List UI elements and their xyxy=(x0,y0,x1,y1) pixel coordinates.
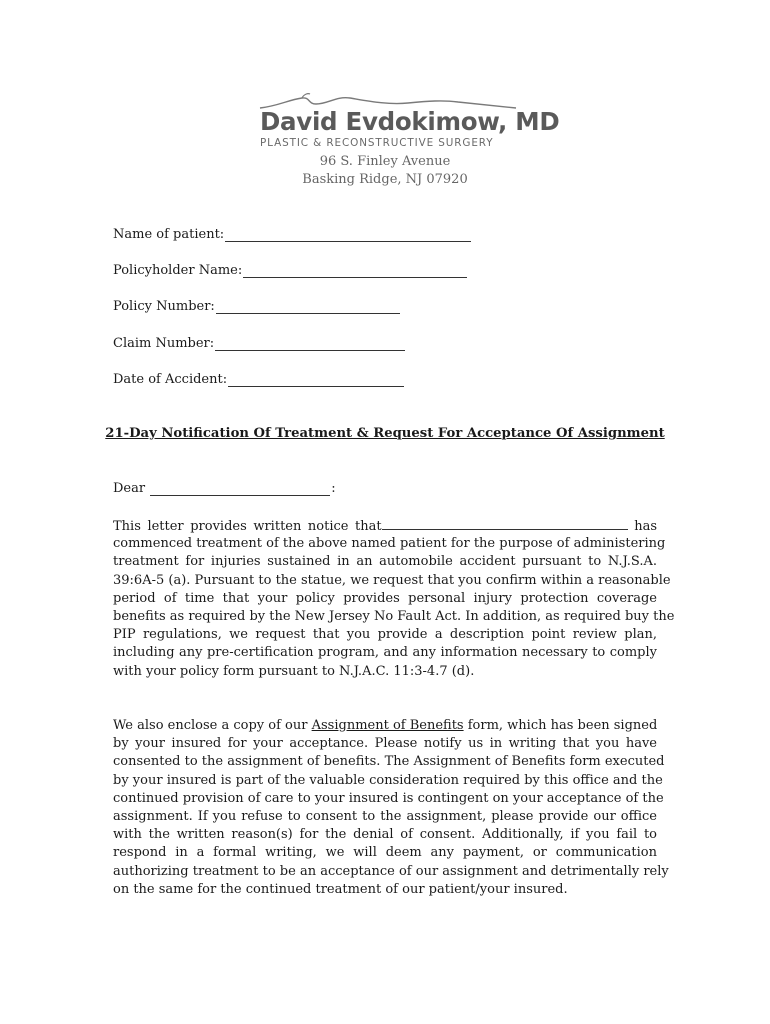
claim-number-line[interactable] xyxy=(215,338,405,351)
policy-number-line[interactable] xyxy=(216,301,400,314)
logo-name: David Evdokimow, MD xyxy=(260,107,560,136)
letter-title: 21-Day Notification Of Treatment & Request For Acceptance Of Assignment xyxy=(105,426,665,441)
accident-date-field[interactable] xyxy=(113,372,404,387)
paragraph-line: by your insured is part of the valuable consideration required by this office and the xyxy=(113,772,663,788)
assignment-text-start: We also enclose a copy of our xyxy=(113,718,308,733)
paragraph-line: including any pre-certification program, and any information necessary to comply xyxy=(113,645,657,661)
claim-number-field[interactable] xyxy=(113,336,405,351)
paragraph-line: authorizing treatment to be an acceptance of our assignment and detrimentally rely xyxy=(113,863,669,879)
practice-logo xyxy=(258,92,560,152)
notice-text-end: has xyxy=(634,519,657,534)
salutation xyxy=(113,481,336,496)
address-line-1: 96 S. Finley Avenue xyxy=(319,154,451,169)
patient-name-field[interactable] xyxy=(113,227,471,242)
notice-text-start: This letter provides written notice that xyxy=(113,519,382,534)
provider-name-line[interactable] xyxy=(382,517,628,530)
recipient-line[interactable] xyxy=(150,483,330,496)
address-line-2: Basking Ridge, NJ 07920 xyxy=(302,172,468,187)
paragraph-notice xyxy=(113,517,675,681)
paragraph-line: continued provision of care to your insured is contingent on your acceptance of the xyxy=(113,790,664,806)
accident-date-label: Date of Accident: xyxy=(113,372,228,387)
paragraph-line: benefits as required by the New Jersey No Fault Act. In addition, as required buy the xyxy=(113,608,675,624)
salutation-colon: : xyxy=(331,481,336,496)
paragraph-line: with your policy form pursuant to N.J.A.C. 11:3-4.7 (d). xyxy=(113,663,475,679)
accident-date-line[interactable] xyxy=(228,374,404,387)
patient-name-line[interactable] xyxy=(225,229,471,242)
paragraph-line xyxy=(113,717,657,735)
logo-specialty: PLASTIC & RECONSTRUCTIVE SURGERY xyxy=(260,137,494,149)
patient-name-label: Name of patient: xyxy=(113,227,225,242)
paragraph-line: PIP regulations, we request that you provide a description point review plan, xyxy=(113,627,657,643)
assignment-of-benefits-link[interactable]: Assignment of Benefits xyxy=(311,718,464,733)
paragraph-line: 39:6A-5 (a). Pursuant to the statue, we request that you confirm within a reasonable xyxy=(113,572,671,588)
paragraph-line: period of time that your policy provides personal injury protection coverage xyxy=(113,590,657,606)
paragraph-assignment xyxy=(113,717,669,899)
paragraph-line: with the written reason(s) for the denial of consent. Additionally, if you fail to xyxy=(113,827,657,843)
policy-number-label: Policy Number: xyxy=(113,299,215,314)
paragraph-line xyxy=(113,517,657,535)
salutation-dear: Dear xyxy=(113,481,146,496)
policyholder-name-line[interactable] xyxy=(243,265,467,278)
assignment-text-end: form, which has been signed xyxy=(467,718,658,733)
policyholder-name-label: Policyholder Name: xyxy=(113,263,243,278)
claim-number-label: Claim Number: xyxy=(113,336,215,351)
policyholder-name-field[interactable] xyxy=(113,263,467,278)
policy-number-field[interactable] xyxy=(113,299,400,314)
paragraph-line: respond in a formal writing, we will deem any payment, or communication xyxy=(113,845,657,861)
paragraph-line: treatment for injuries sustained in an automobile accident pursuant to N.J.S.A. xyxy=(113,554,657,570)
paragraph-line: consented to the assignment of benefits. The Assignment of Benefits form executed xyxy=(113,754,665,770)
paragraph-line: by your insured for your acceptance. Please notify us in writing that you have xyxy=(113,736,657,752)
paragraph-line: on the same for the continued treatment of our patient/your insured. xyxy=(113,881,568,897)
paragraph-line: assignment. If you refuse to consent to the assignment, please provide our office xyxy=(113,808,657,824)
paragraph-line: commenced treatment of the above named patient for the purpose of administering xyxy=(113,536,666,552)
